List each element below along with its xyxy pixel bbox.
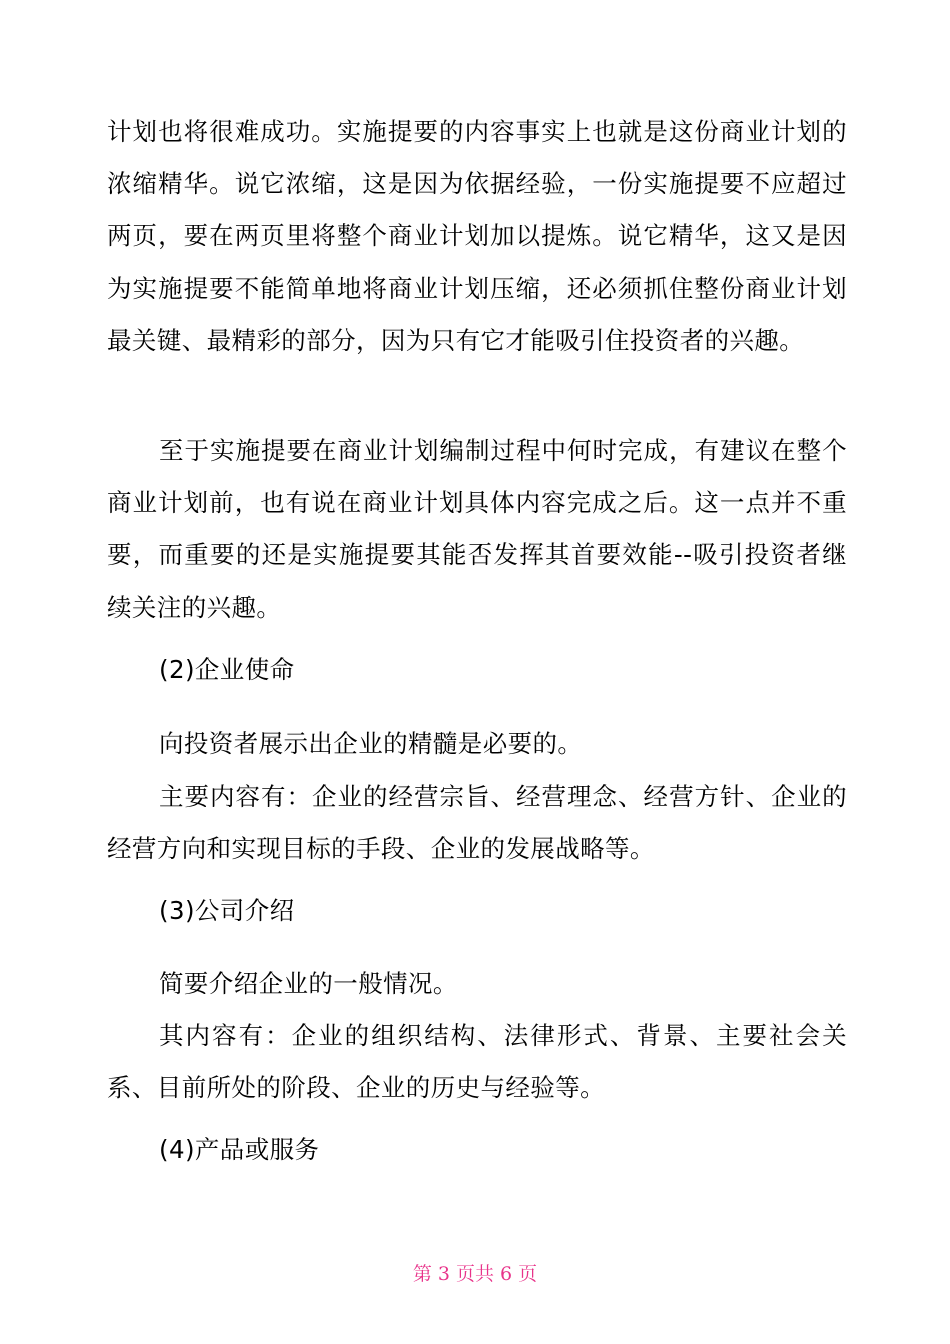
paragraph-company-intro: 简要介绍企业的一般情况。 bbox=[159, 969, 458, 998]
section-heading-mission: (2)企业使命 bbox=[159, 655, 295, 684]
paragraph-company-content: 其内容有：企业的组织结构、法律形式、背景、主要社会关系、目前所处的阶段、企业的历史与经验等。 bbox=[107, 1021, 847, 1103]
section-heading-products: (4)产品或服务 bbox=[159, 1135, 320, 1164]
page-number-footer: 第 3 页共 6 页 bbox=[412, 1263, 538, 1285]
paragraph-mission-intro: 向投资者展示出企业的精髓是必要的。 bbox=[159, 729, 583, 758]
paragraph-executive-summary: 计划也将很难成功。实施提要的内容事实上也就是这份商业计划的浓缩精华。说它浓缩，这是因为依据经验，一份实施提要不应超过两页，要在两页里将整个商业计划加以提炼。说它精华，这又是因为实施提要不能简单地将商业计划压缩，还必须抓住整份商业计划最关键、最精彩的部分，因为只有它才能吸引住投资者的兴趣。 bbox=[107, 117, 847, 355]
section-heading-company: (3)公司介绍 bbox=[159, 896, 295, 925]
paragraph-summary-timing: 至于实施提要在商业计划编制过程中何时完成，有建议在整个商业计划前，也有说在商业计划具体内容完成之后。这一点并不重要，而重要的还是实施提要其能否发挥其首要效能--吸引投资者继续关注的兴趣。 bbox=[107, 436, 847, 622]
paragraph-mission-content: 主要内容有：企业的经营宗旨、经营理念、经营方针、企业的经营方向和实现目标的手段、企业的发展战略等。 bbox=[107, 782, 847, 864]
